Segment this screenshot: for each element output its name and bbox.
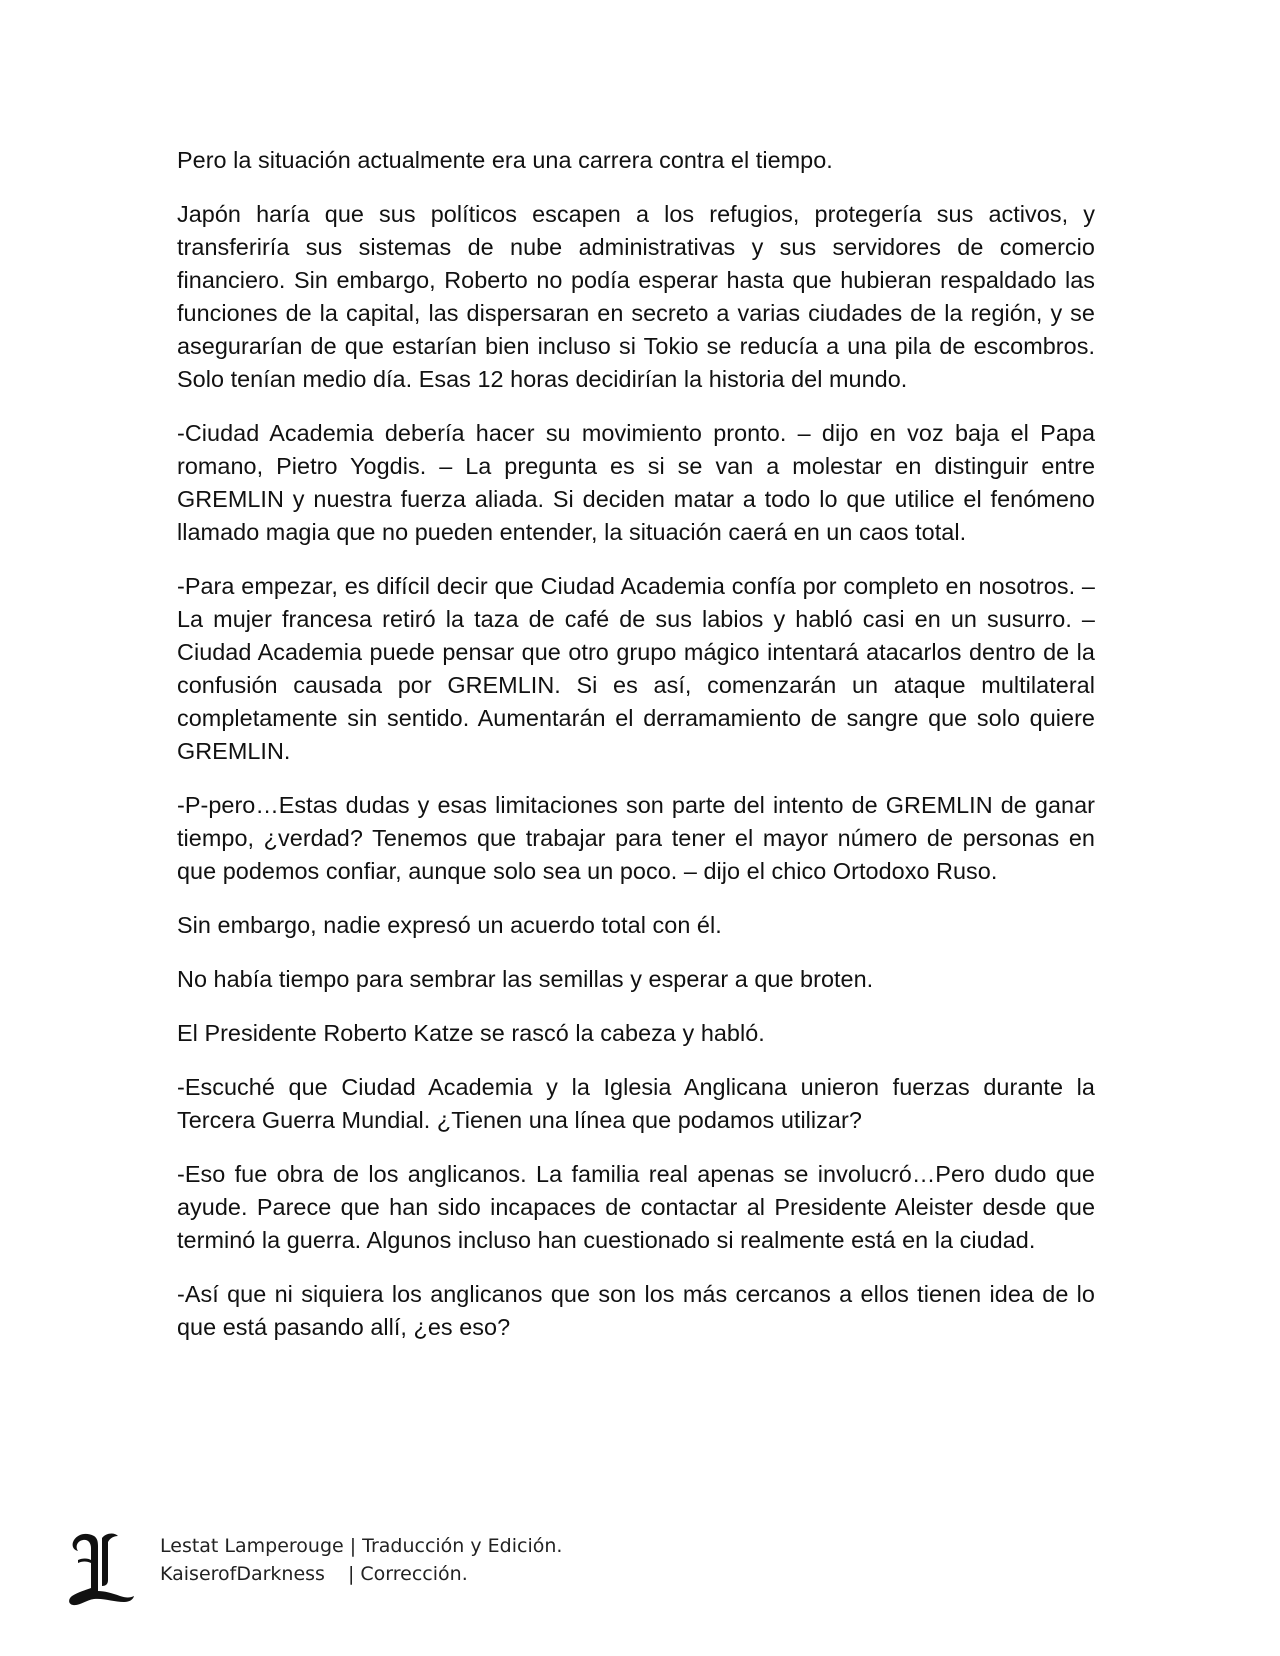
- paragraph: -Ciudad Academia debería hacer su movimiento pronto. – dijo en voz baja el Papa romano, Pietro Yogdis. – La pregunta es si se van a molestar en distinguir entre GREMLIN y nuestra fuerza aliada. Si deciden matar a todo lo que utilice el fenómeno llamado magia que no pueden entender, la situación caerá en un caos total.: [177, 420, 1095, 545]
- document-body: [177, 144, 1095, 1365]
- paragraph: -P-pero…Estas dudas y esas limitaciones son parte del intento de GREMLIN de ganar tiempo, ¿verdad? Tenemos que trabajar para tener el mayor número de personas en que podemos confiar, aunque solo sea un poco. – dijo el chico Ortodoxo Ruso.: [177, 792, 1095, 884]
- paragraph: No había tiempo para sembrar las semillas y esperar a que broten.: [177, 966, 874, 992]
- paragraph: -Para empezar, es difícil decir que Ciudad Academia confía por completo en nosotros. – La mujer francesa retiró la taza de café de sus labios y habló casi en un susurro. – Ciudad Academia puede pensar que otro grupo mágico intentará atacarlos dentro de la confusión causada por GREMLIN. Si es así, comenzarán un ataque multilateral completamente sin sentido. Aumentarán el derramamiento de sangre que solo quiere GREMLIN.: [177, 573, 1095, 764]
- gothic-letter-l-logo-icon: [64, 1530, 136, 1608]
- paragraph: Sin embargo, nadie expresó un acuerdo total con él.: [177, 912, 722, 938]
- credit-role: Corrección.: [360, 1563, 468, 1585]
- credits: [160, 1532, 562, 1588]
- credit-row: [160, 1532, 562, 1560]
- paragraph: -Escuché que Ciudad Academia y la Iglesia Anglicana unieron fuerzas durante la Tercera Guerra Mundial. ¿Tienen una línea que podamos utilizar?: [177, 1074, 1095, 1133]
- page-footer: [64, 1530, 764, 1610]
- paragraph: Pero la situación actualmente era una carrera contra el tiempo.: [177, 147, 833, 173]
- paragraph: Japón haría que sus políticos escapen a los refugios, protegería sus activos, y transferiría sus sistemas de nube administrativas y sus servidores de comercio financiero. Sin embargo, Roberto no podía esperar hasta que hubieran respaldado las funciones de la capital, las dispersaran en secreto a varias ciudades de la región, y se asegurarían de que estarían bien incluso si Tokio se reducía a una pila de escombros. Solo tenían medio día. Esas 12 horas decidirían la historia del mundo.: [177, 201, 1095, 392]
- credit-name: KaiserofDarkness: [160, 1563, 325, 1585]
- credit-separator: |: [349, 1535, 357, 1557]
- credit-role: Traducción y Edición.: [362, 1535, 563, 1557]
- paragraph: -Eso fue obra de los anglicanos. La familia real apenas se involucró…Pero dudo que ayude. Parece que han sido incapaces de contactar al Presidente Aleister desde que terminó la guerra. Algunos incluso han cuestionado si realmente está en la ciudad.: [177, 1161, 1095, 1253]
- paragraph: El Presidente Roberto Katze se rascó la cabeza y habló.: [177, 1020, 765, 1046]
- credit-name: Lestat Lamperouge: [160, 1535, 344, 1557]
- credit-row: [160, 1560, 562, 1588]
- paragraph: -Así que ni siquiera los anglicanos que son los más cercanos a ellos tienen idea de lo que está pasando allí, ¿es eso?: [177, 1281, 1095, 1340]
- credit-separator: |: [348, 1563, 355, 1585]
